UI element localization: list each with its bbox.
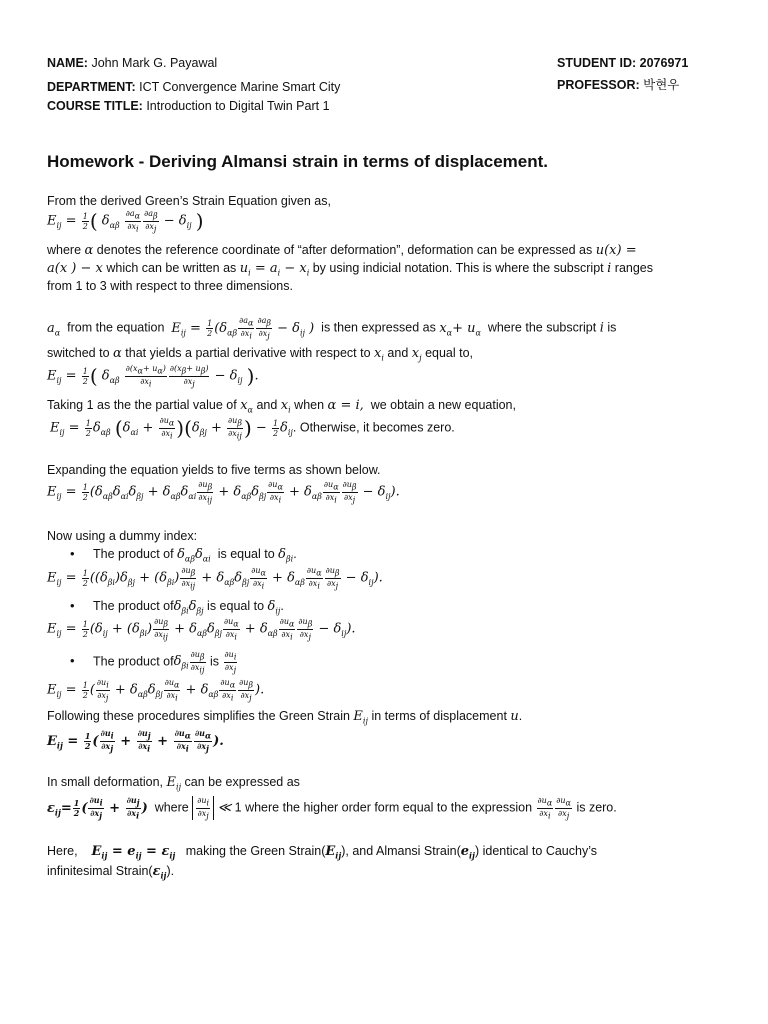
- substituted-equation: $E_{ij}$ = $\frac{1}{2}$ ( $\delta_{\alpha\beta}$ $\frac{\partial(x_\alpha+ u_\alpha)}{\partial x_i}$ $\frac{\partial(x_\beta+ u_\beta)}{\partial x_j}$ − $\delta_{ij}$ ).: [47, 364, 259, 389]
- dimensions-line: from 1 to 3 with respect to three dimensions.: [47, 279, 293, 293]
- dummy-index-line: Now using a dummy index:: [47, 529, 198, 543]
- bullet-1-equation: $E_{ij}$ = $\frac{1}{2}$ ($(\delta_{\beta i})\delta_{\beta j} + (\delta_{\beta i})$ $\frac{\partial u_\beta}{\partial x_{ij}}$ + $\delta_{\alpha\beta}\delta_{\beta j}$ $\frac{\partial u_\alpha}{\partial x_i}$ + $\delta_{\alpha\beta}$ $\frac{\partial u_\alpha}{\partial x_i}$ $\frac{\partial u_\beta}{\partial x_j}$ − $\delta_{ij}$).: [47, 566, 383, 591]
- final-green-strain-equation: $E_{ij}$ = $\frac{1}{2}$ ( $\frac{\partial u_i}{\partial x_j}$ + $\frac{\partial u_j}{\partial x_i}$ + $\frac{\partial u_\alpha}{\partial x_i}$ $\frac{\partial u_\alpha}{\partial x_j}$ ).: [47, 728, 224, 754]
- bullet-2-text: The product $of\delta_{\beta i}\delta_{\beta j}$ is equal to $\delta_{ij}$.: [93, 599, 284, 616]
- course-row: [47, 99, 330, 114]
- department-label: DEPARTMENT:: [47, 80, 136, 94]
- expanding-line: Expanding the equation yields to five terms as shown below.: [47, 463, 381, 477]
- bullet-2: •: [70, 598, 75, 613]
- from-equation-line: $a_\alpha$ from the equation $E_{ij}$ = $\frac{1}{2}$ ($\delta_{\alpha\beta}$ $\frac{\partial a_\alpha}{\partial x_i}$ $\frac{\partial a_\beta}{\partial x_j}$ − $\delta_{ij}$ ) is then expressed as $x_\alpha+ u_\alpha$ where the subscript i is: [47, 316, 617, 341]
- professor-value: 박현우: [643, 78, 680, 92]
- here-line: Here, $E_{ij} = e_{ij} = \varepsilon_{ij}$ making the Green $Strain(E_{ij})$, and Almansi $Strain(e_{ij})$ identical to Cauchy’s: [47, 844, 598, 861]
- name-value: John Mark G. Payawal: [91, 56, 218, 70]
- student-id-label: STUDENT ID:: [557, 56, 637, 70]
- switched-line: switched to α that yields a partial derivative with respect to $x_i$ and $x_j$ equal to,: [47, 346, 474, 363]
- infinitesimal-strain-line: infinitesimal $Strain(\varepsilon_{ij})$.: [47, 864, 175, 881]
- bullet-2-equation: $E_{ij}$ = $\frac{1}{2}$ ($\delta_{ij} + (\delta_{\beta i})$ $\frac{\partial u_\beta}{\partial x_{ij}}$ + $\delta_{\alpha\beta}\delta_{\beta j}$ $\frac{\partial u_\alpha}{\partial x_i}$ + $\delta_{\alpha\beta}$ $\frac{\partial u_\alpha}{\partial x_i}$ $\frac{\partial u_\beta}{\partial x_j}$ − $\delta_{ij}$).: [47, 617, 356, 642]
- five-term-equation: $E_{ij}$ = $\frac{1}{2}$ ($\delta_{\alpha\beta}\delta_{\alpha i}\delta_{\beta j} + \delta_{\alpha\beta}\delta_{\alpha i}$ $\frac{\partial u_\beta}{\partial x_{ij}}$ + $\delta_{\alpha\beta}\delta_{\beta j}$ $\frac{\partial u_\alpha}{\partial x_i}$ + $\delta_{\alpha\beta}$ $\frac{\partial u_\alpha}{\partial x_i}$ $\frac{\partial u_\beta}{\partial x_j}$ − $\delta_{ij}$).: [47, 480, 400, 505]
- bullet-3-equation: $E_{ij}$ = $\frac{1}{2}$ ( $\frac{\partial u_i}{\partial x_j}$ + $\delta_{\alpha\beta}\delta_{\beta j}$ $\frac{\partial u_\alpha}{\partial x_i}$ + $\delta_{\alpha\beta}$ $\frac{\partial u_\alpha}{\partial x_i}$ $\frac{\partial u_\beta}{\partial x_j}$ ).: [47, 678, 265, 703]
- bullet-3-text: The product ofδ$_{\beta i}$ $\frac{\partial u_\beta}{\partial x_{ij}}$ is $\frac{\partial u_i}{\partial x_j}$: [93, 650, 237, 675]
- green-strain-equation: $E_{ij}$ = $\frac{1}{2}$ ( $\delta_{\alpha\beta}$ $\frac{\partial a_\alpha}{\partial x_i}$ $\frac{\partial a_\beta}{\partial x_j}$ − $\delta_{ij}$ ): [47, 209, 204, 234]
- indicial-line: a(x ) − x which can be written as $u_i = a_i - x_i$ by using indicial notation. This is where the subscript i ranges: [47, 261, 654, 278]
- course-label: COURSE TITLE:: [47, 99, 143, 113]
- name-label: NAME:: [47, 56, 88, 70]
- intro-text: From the derived Green’s Strain Equation given as,: [47, 194, 331, 208]
- infinitesimal-equation-line: $\varepsilon_{ij}=$ $\frac{1}{2}$ ( $\frac{\partial u_i}{\partial x_j}$ + $\frac{\partial u_j}{\partial x_i}$ ) where $\frac{\partial u_i}{\partial x_j}$ ≪ 1 where the higher order form equal to the expression $\frac{\partial u_\alpha}{\partial x_i}$ $\frac{\partial u_\alpha}{\partial x_j}$ is zero.: [47, 795, 617, 821]
- student-id-value: 2076971: [639, 56, 689, 70]
- where-alpha-line: where α denotes the reference coordinate of “after deformation”, deformation can be expressed as u(x) =: [47, 243, 637, 258]
- bullet-1-text: The product of $\delta_{\alpha\beta}\delta_{\alpha i}$ is equal to $\delta_{\beta i}$.: [93, 547, 297, 564]
- taking-one-line: Taking 1 as the the partial value of $x_\alpha$ and $x_i$ when α = i, we obtain a new equation,: [47, 398, 516, 415]
- name-row: [47, 56, 217, 71]
- course-value: Introduction to Digital Twin Part 1: [146, 99, 330, 113]
- professor-row: [557, 78, 679, 93]
- following-line: Following these procedures simplifies the Green Strain $E_{ij}$ in terms of displacement u.: [47, 709, 523, 726]
- small-deformation-line: In small deformation, $E_{ij}$ can be expressed as: [47, 775, 300, 792]
- bullet-3: •: [70, 653, 75, 668]
- bullet-1: •: [70, 546, 75, 561]
- department-value: ICT Convergence Marine Smart City: [139, 80, 341, 94]
- professor-label: PROFESSOR:: [557, 78, 640, 92]
- department-row: [47, 80, 340, 95]
- new-equation: $E_{ij}$ = $\frac{1}{2}$ $\delta_{\alpha\beta}$ ($\delta_{\alpha i}$ + $\frac{\partial u_\alpha}{\partial x_i}$ )($\delta_{\beta j}$ + $\frac{\partial u_\beta}{\partial x_{ij}}$ ) − $\frac{1}{2}$ $\delta_{ij}$. Otherwise, it becomes zero.: [50, 416, 455, 441]
- page-title: Homework - Deriving Almansi strain in terms of displacement.: [47, 152, 548, 171]
- student-id-row: [557, 56, 688, 71]
